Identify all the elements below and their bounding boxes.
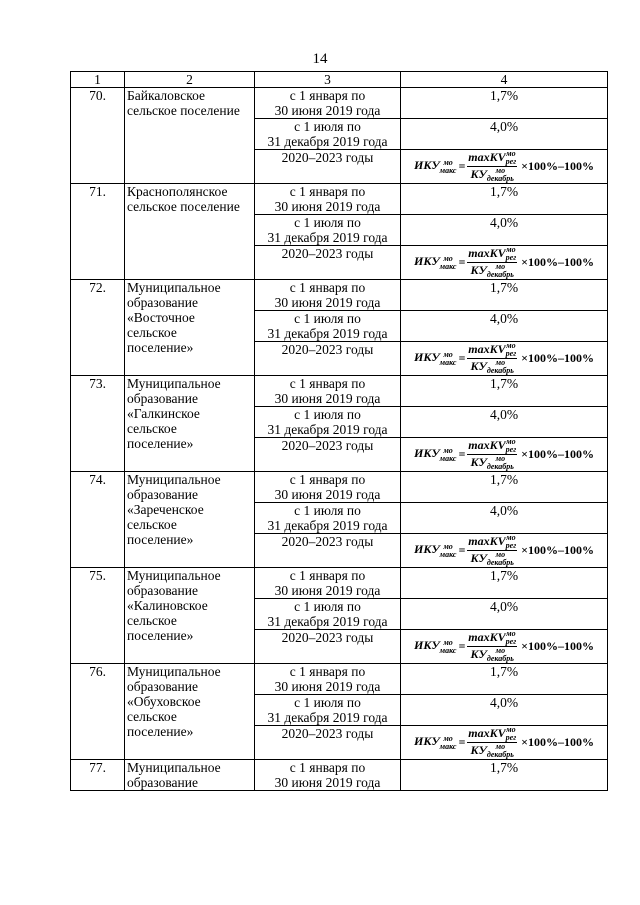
period-line: 2020–2023 годы — [281, 726, 374, 741]
period-line: 30 июня 2019 года — [274, 199, 381, 214]
column-header: 3 — [255, 72, 401, 88]
header-row — [71, 72, 608, 88]
formula-num-indices — [506, 438, 517, 454]
table-row — [71, 664, 608, 695]
period-cell — [255, 503, 401, 534]
formula-lhs-sub: макс — [439, 549, 457, 559]
municipality-name-line: образование — [127, 391, 198, 406]
period-cell — [255, 342, 401, 376]
formula-rhs: ×100%–100% — [521, 447, 594, 461]
municipality-name-line: сельское — [127, 325, 177, 340]
table-body — [71, 88, 608, 791]
row-number: 73. — [71, 376, 125, 472]
value-cell: 1,7% — [401, 88, 608, 119]
formula-equals: = — [458, 639, 466, 653]
municipality-name-line: поселение» — [127, 436, 194, 451]
formula-den-sup: мо — [495, 742, 506, 751]
period-line: 30 июня 2019 года — [274, 583, 381, 598]
formula-equals: = — [458, 543, 466, 557]
formula-num-sup: мо — [506, 629, 516, 638]
municipality-name-line: образование — [127, 679, 198, 694]
formula-rhs: ×100%–100% — [521, 351, 594, 365]
period-line: 2020–2023 годы — [281, 534, 374, 549]
municipality-name-line: образование — [127, 583, 198, 598]
formula-den-sup: мо — [495, 262, 506, 271]
formula-equals: = — [458, 735, 466, 749]
formula-numerator — [467, 630, 517, 647]
formula-num-sub: рег — [505, 733, 517, 742]
period-cell — [255, 664, 401, 695]
table-row — [71, 280, 608, 311]
value-cell: 4,0% — [401, 407, 608, 438]
formula-num-base: maxKV — [468, 245, 506, 260]
formula-fraction — [467, 534, 517, 567]
table-row — [71, 184, 608, 215]
value-cell: 4,0% — [401, 215, 608, 246]
value-cell: 4,0% — [401, 695, 608, 726]
formula-fraction — [467, 630, 517, 663]
formula-lhs — [414, 446, 456, 462]
formula-lhs-sup: мо — [443, 157, 453, 167]
period-cell — [255, 599, 401, 630]
formula-lhs-sub: макс — [439, 165, 457, 175]
formula-den-sup: мо — [495, 166, 506, 175]
period-cell — [255, 695, 401, 726]
formula-den-sub: декабрь — [486, 366, 514, 375]
period-line: 31 декабря 2019 года — [267, 230, 388, 245]
period-line: с 1 июля по — [294, 215, 361, 230]
formula-lhs-sub: макс — [439, 645, 457, 655]
municipality-name-line: сельское — [127, 517, 177, 532]
period-cell — [255, 472, 401, 503]
column-header: 1 — [71, 72, 125, 88]
formula-den-base: KУ — [470, 454, 487, 469]
formula-lhs-base: ИКУ — [414, 158, 440, 173]
municipality-name — [125, 760, 255, 791]
municipality-name — [125, 664, 255, 760]
period-line: с 1 января по — [289, 184, 366, 199]
formula-lhs-base: ИКУ — [414, 350, 440, 365]
formula-lhs-indices — [440, 447, 457, 463]
formula-lhs-sub: макс — [439, 357, 457, 367]
formula-den-sup: мо — [495, 454, 506, 463]
municipality-name-line: Краснополянское — [127, 184, 228, 199]
formula-num-indices — [506, 246, 517, 262]
formula-fraction — [467, 150, 517, 183]
formula-lhs-sup: мо — [443, 637, 453, 647]
formula-cell — [401, 150, 608, 184]
period-cell — [255, 726, 401, 760]
period-line: с 1 января по — [289, 88, 366, 103]
formula — [414, 246, 594, 279]
period-line: 30 июня 2019 года — [274, 487, 381, 502]
formula-num-base: maxKV — [468, 725, 506, 740]
formula — [414, 534, 594, 567]
formula-lhs-base: ИКУ — [414, 254, 440, 269]
formula-den-base: KУ — [470, 550, 487, 565]
formula-den-sup: мо — [495, 550, 506, 559]
formula-equals: = — [458, 159, 466, 173]
formula-cell — [401, 246, 608, 280]
value-cell: 1,7% — [401, 472, 608, 503]
row-number: 76. — [71, 664, 125, 760]
value-cell: 1,7% — [401, 376, 608, 407]
table-row — [71, 376, 608, 407]
period-line: с 1 января по — [289, 568, 366, 583]
formula-lhs-indices — [440, 255, 457, 271]
municipality-name-line: сельское — [127, 709, 177, 724]
formula-numerator — [467, 150, 517, 167]
formula-lhs-indices — [440, 639, 457, 655]
formula-rhs: ×100%–100% — [521, 255, 594, 269]
formula-lhs-sup: мо — [443, 445, 453, 455]
formula-den-base: KУ — [470, 166, 487, 181]
formula-cell — [401, 726, 608, 760]
formula-lhs-sup: мо — [443, 253, 453, 263]
formula-lhs-sub: макс — [439, 261, 457, 271]
municipality-name — [125, 376, 255, 472]
formula-den-sub: декабрь — [486, 174, 514, 183]
formula-den-indices — [487, 263, 514, 279]
formula-rhs: ×100%–100% — [521, 639, 594, 653]
formula-lhs-sup: мо — [443, 349, 453, 359]
formula-num-sub: рег — [505, 541, 517, 550]
tariff-table — [70, 71, 608, 791]
formula-lhs-indices — [440, 159, 457, 175]
period-line: 31 декабря 2019 года — [267, 326, 388, 341]
municipality-name-line: «Калиновское — [127, 598, 208, 613]
row-number: 70. — [71, 88, 125, 184]
table-row — [71, 88, 608, 119]
period-line: 30 июня 2019 года — [274, 679, 381, 694]
formula-cell — [401, 438, 608, 472]
period-line: 2020–2023 годы — [281, 630, 374, 645]
formula-den-sub: декабрь — [486, 462, 514, 471]
period-cell — [255, 184, 401, 215]
value-cell: 1,7% — [401, 280, 608, 311]
municipality-name-line: «Галкинское — [127, 406, 200, 421]
formula-lhs-base: ИКУ — [414, 638, 440, 653]
row-number: 77. — [71, 760, 125, 791]
period-cell — [255, 88, 401, 119]
formula-num-indices — [506, 726, 517, 742]
municipality-name-line: сельское — [127, 613, 177, 628]
municipality-name-line: Муниципальное — [127, 376, 221, 391]
municipality-name-line: сельское — [127, 421, 177, 436]
municipality-name-line: сельское поселение — [127, 103, 240, 118]
period-cell — [255, 438, 401, 472]
period-cell — [255, 311, 401, 342]
formula-numerator — [467, 534, 517, 551]
formula-fraction — [467, 342, 517, 375]
period-line: 2020–2023 годы — [281, 342, 374, 357]
formula-lhs — [414, 734, 456, 750]
formula-lhs-base: ИКУ — [414, 734, 440, 749]
formula-lhs — [414, 350, 456, 366]
formula-den-indices — [487, 455, 514, 471]
formula-num-sup: мо — [506, 725, 516, 734]
formula-num-sub: рег — [505, 349, 517, 358]
row-number: 72. — [71, 280, 125, 376]
period-line: 2020–2023 годы — [281, 246, 374, 261]
formula — [414, 726, 594, 759]
period-line: 30 июня 2019 года — [274, 295, 381, 310]
period-line: с 1 июля по — [294, 503, 361, 518]
value-cell: 1,7% — [401, 568, 608, 599]
period-line: с 1 января по — [289, 664, 366, 679]
municipality-name-line: поселение» — [127, 532, 194, 547]
formula-num-base: maxKV — [468, 341, 506, 356]
municipality-name-line: «Обуховское — [127, 694, 201, 709]
formula-den-sub: декабрь — [486, 750, 514, 759]
value-cell: 1,7% — [401, 664, 608, 695]
formula-denominator — [471, 551, 514, 567]
value-cell: 4,0% — [401, 599, 608, 630]
municipality-name-line: Муниципальное — [127, 280, 221, 295]
municipality-name — [125, 280, 255, 376]
municipality-name-line: Муниципальное — [127, 760, 221, 775]
formula-denominator — [471, 167, 514, 183]
period-line: с 1 июля по — [294, 407, 361, 422]
formula-lhs — [414, 158, 456, 174]
formula-lhs-indices — [440, 735, 457, 751]
formula-den-sup: мо — [495, 646, 506, 655]
formula-den-base: KУ — [470, 646, 487, 661]
municipality-name-line: Байкаловское — [127, 88, 205, 103]
municipality-name-line: «Восточное — [127, 310, 195, 325]
formula-lhs — [414, 254, 456, 270]
formula-num-sub: рег — [505, 637, 517, 646]
formula-denominator — [471, 647, 514, 663]
column-header: 2 — [125, 72, 255, 88]
formula-num-sup: мо — [506, 341, 516, 350]
formula-num-base: maxKV — [468, 629, 506, 644]
formula-den-indices — [487, 743, 514, 759]
formula-numerator — [467, 726, 517, 743]
municipality-name-line: поселение» — [127, 628, 194, 643]
municipality-name-line: Муниципальное — [127, 568, 221, 583]
formula-den-indices — [487, 167, 514, 183]
municipality-name — [125, 568, 255, 664]
formula-lhs — [414, 638, 456, 654]
formula-num-indices — [506, 342, 517, 358]
period-cell — [255, 376, 401, 407]
formula-numerator — [467, 342, 517, 359]
formula-cell — [401, 342, 608, 376]
formula-num-sub: рег — [505, 157, 517, 166]
formula-num-sup: мо — [506, 149, 516, 158]
column-header: 4 — [401, 72, 608, 88]
formula-num-indices — [506, 150, 517, 166]
formula-denominator — [471, 455, 514, 471]
period-line: 30 июня 2019 года — [274, 775, 381, 790]
formula-denominator — [471, 263, 514, 279]
formula-rhs: ×100%–100% — [521, 735, 594, 749]
formula-num-sup: мо — [506, 437, 516, 446]
period-line: с 1 января по — [289, 280, 366, 295]
table-row — [71, 472, 608, 503]
formula-cell — [401, 534, 608, 568]
period-cell — [255, 534, 401, 568]
formula-lhs-sup: мо — [443, 541, 453, 551]
formula-den-sub: декабрь — [486, 270, 514, 279]
formula — [414, 630, 594, 663]
formula — [414, 150, 594, 183]
formula-equals: = — [458, 447, 466, 461]
municipality-name-line: сельское поселение — [127, 199, 240, 214]
period-line: с 1 января по — [289, 376, 366, 391]
value-cell: 1,7% — [401, 184, 608, 215]
period-cell — [255, 215, 401, 246]
period-line: 2020–2023 годы — [281, 150, 374, 165]
municipality-name-line: «Зареченское — [127, 502, 204, 517]
municipality-name-line: поселение» — [127, 340, 194, 355]
municipality-name-line: Муниципальное — [127, 472, 221, 487]
formula-num-sub: рег — [505, 445, 517, 454]
formula-num-indices — [506, 534, 517, 550]
period-line: с 1 января по — [289, 760, 366, 775]
formula-den-indices — [487, 647, 514, 663]
formula-den-indices — [487, 359, 514, 375]
municipality-name-line: образование — [127, 775, 198, 790]
period-line: 2020–2023 годы — [281, 438, 374, 453]
formula-denominator — [471, 359, 514, 375]
period-line: 31 декабря 2019 года — [267, 134, 388, 149]
municipality-name-line: поселение» — [127, 724, 194, 739]
formula — [414, 342, 594, 375]
municipality-name-line: образование — [127, 487, 198, 502]
formula-denominator — [471, 743, 514, 759]
formula-den-sub: декабрь — [486, 558, 514, 567]
table-row — [71, 568, 608, 599]
formula-den-base: KУ — [470, 358, 487, 373]
formula-lhs — [414, 542, 456, 558]
formula-num-sup: мо — [506, 533, 516, 542]
formula-lhs-base: ИКУ — [414, 446, 440, 461]
municipality-name — [125, 88, 255, 184]
period-line: 30 июня 2019 года — [274, 391, 381, 406]
value-cell: 4,0% — [401, 503, 608, 534]
municipality-name-line: образование — [127, 295, 198, 310]
row-number: 75. — [71, 568, 125, 664]
page-number: 14 — [312, 51, 328, 67]
formula-fraction — [467, 438, 517, 471]
formula-lhs-sub: макс — [439, 741, 457, 751]
period-cell — [255, 246, 401, 280]
period-line: 31 декабря 2019 года — [267, 710, 388, 725]
period-line: 31 декабря 2019 года — [267, 614, 388, 629]
period-cell — [255, 280, 401, 311]
period-line: с 1 июля по — [294, 695, 361, 710]
formula-lhs-indices — [440, 351, 457, 367]
period-line: 31 декабря 2019 года — [267, 422, 388, 437]
formula-num-base: maxKV — [468, 533, 506, 548]
formula — [414, 438, 594, 471]
period-line: с 1 июля по — [294, 311, 361, 326]
table-row — [71, 760, 608, 791]
formula-lhs-sup: мо — [443, 733, 453, 743]
formula-num-base: maxKV — [468, 149, 506, 164]
period-line: 31 декабря 2019 года — [267, 518, 388, 533]
period-line: 30 июня 2019 года — [274, 103, 381, 118]
formula-den-base: KУ — [470, 742, 487, 757]
formula-den-base: KУ — [470, 262, 487, 277]
row-number: 74. — [71, 472, 125, 568]
row-number: 71. — [71, 184, 125, 280]
formula-lhs-base: ИКУ — [414, 542, 440, 557]
value-cell: 1,7% — [401, 760, 608, 791]
period-line: с 1 января по — [289, 472, 366, 487]
formula-num-base: maxKV — [468, 437, 506, 452]
formula-fraction — [467, 726, 517, 759]
formula-lhs-indices — [440, 543, 457, 559]
value-cell: 4,0% — [401, 119, 608, 150]
period-cell — [255, 407, 401, 438]
municipality-name — [125, 472, 255, 568]
period-line: с 1 июля по — [294, 599, 361, 614]
formula-num-sup: мо — [506, 245, 516, 254]
period-line: с 1 июля по — [294, 119, 361, 134]
formula-numerator — [467, 438, 517, 455]
period-cell — [255, 150, 401, 184]
formula-rhs: ×100%–100% — [521, 543, 594, 557]
formula-num-sub: рег — [505, 253, 517, 262]
formula-den-indices — [487, 551, 514, 567]
formula-fraction — [467, 246, 517, 279]
formula-numerator — [467, 246, 517, 263]
formula-den-sup: мо — [495, 358, 506, 367]
formula-den-sub: декабрь — [486, 654, 514, 663]
formula-cell — [401, 630, 608, 664]
value-cell: 4,0% — [401, 311, 608, 342]
formula-rhs: ×100%–100% — [521, 159, 594, 173]
formula-equals: = — [458, 255, 466, 269]
period-cell — [255, 630, 401, 664]
municipality-name — [125, 184, 255, 280]
period-cell — [255, 568, 401, 599]
formula-equals: = — [458, 351, 466, 365]
municipality-name-line: Муниципальное — [127, 664, 221, 679]
formula-num-indices — [506, 630, 517, 646]
formula-lhs-sub: макс — [439, 453, 457, 463]
period-cell — [255, 119, 401, 150]
period-cell — [255, 760, 401, 791]
